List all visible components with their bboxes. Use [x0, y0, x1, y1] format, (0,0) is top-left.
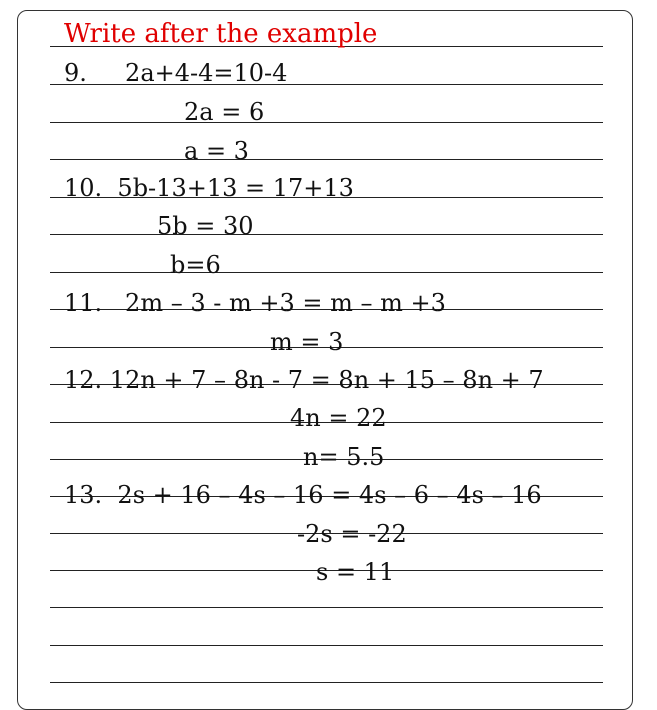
equation-10-step-2: 5b = 30: [157, 212, 254, 240]
equation-13-step-1: 13. 2s + 16 – 4s – 16 = 4s – 6 – 4s – 16: [64, 481, 542, 509]
equation-10-step-1: 10. 5b-13+13 = 17+13: [64, 174, 354, 202]
equation-13-answer: s = 11: [316, 558, 395, 586]
ruled-line: [50, 682, 603, 683]
ruled-line: [50, 607, 603, 608]
equation-9-step-1: 9. 2a+4-4=10-4: [64, 59, 288, 87]
equation-10-answer: b=6: [170, 251, 221, 279]
ruled-line: [50, 645, 603, 646]
equation-13-step-2: -2s = -22: [297, 520, 407, 548]
ruled-line: [50, 159, 603, 160]
ruled-line: [50, 122, 603, 123]
worksheet-frame: [17, 10, 633, 710]
worksheet-title: Write after the example: [64, 19, 378, 49]
equation-11-step-1: 11. 2m – 3 - m +3 = m – m +3: [64, 289, 446, 317]
equation-12-step-2: 4n = 22: [290, 404, 387, 432]
equation-9-step-2: 2a = 6: [184, 98, 265, 126]
ruled-line: [50, 272, 603, 273]
equation-12-answer: n= 5.5: [303, 443, 385, 471]
equation-9-answer: a = 3: [184, 137, 249, 165]
ruled-line: [50, 234, 603, 235]
equation-11-answer: m = 3: [270, 328, 344, 356]
equation-12-step-1: 12. 12n + 7 – 8n - 7 = 8n + 15 – 8n + 7: [64, 366, 544, 394]
